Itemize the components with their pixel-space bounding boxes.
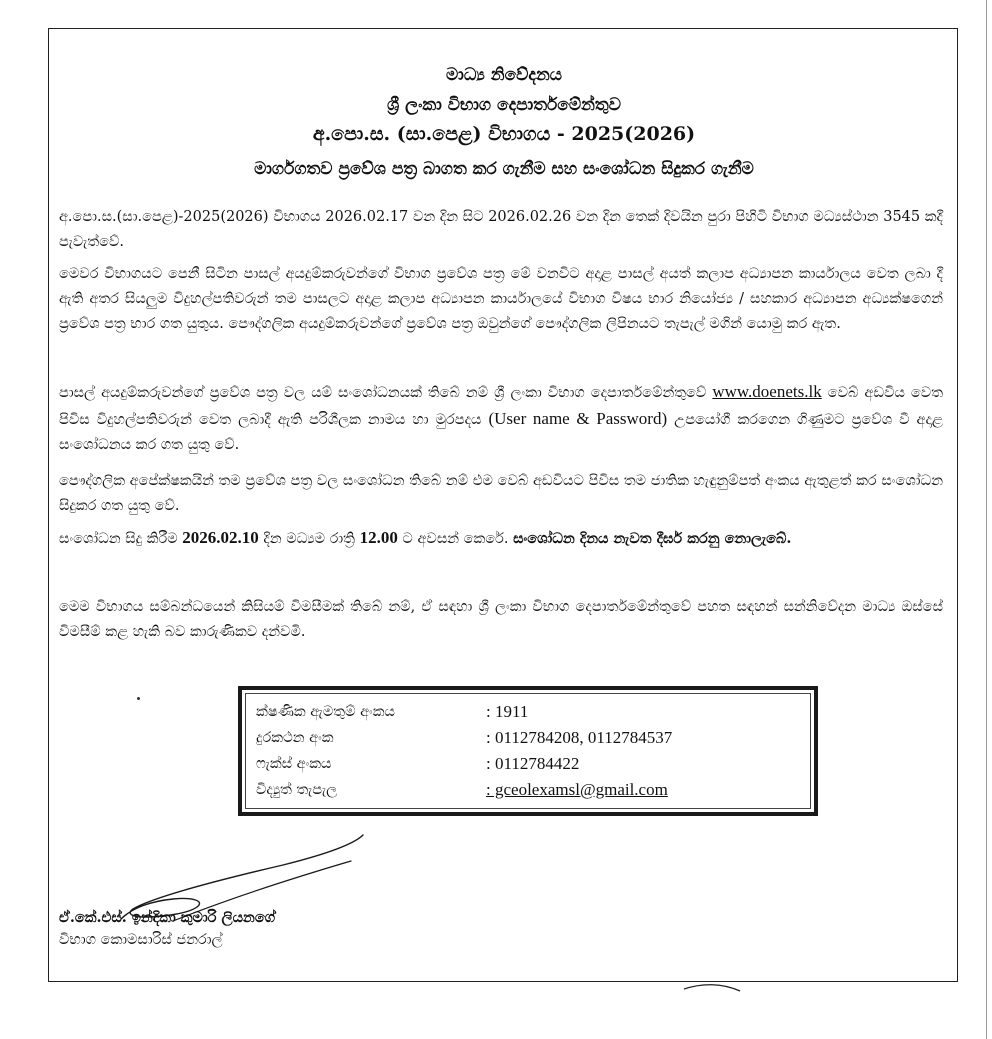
- contact-row-fax: [256, 754, 796, 776]
- paragraph-deadline: [59, 525, 943, 552]
- para3-text-end: උපයෝගී කරගෙන ගිණුමට ප්‍රවේශ වී අදාළ සංශෝධනය කර ගත යුතු වේ.: [59, 412, 943, 453]
- paragraph-inquiries: මෙම විභාගය සම්බන්ධයෙන් කිසියම් විමසීමක් තිබේ නම්, ඒ සඳහා ශ්‍රී ලංකා විභාග දෙපාර්තමේන්තුවේ පහත සඳහන් සන්නිවේදන මාධ්‍ය ඔස්සේ විමසීම් කළ හැකි බව කාරුණිකව දන්වමි.: [59, 599, 944, 640]
- heading-exam: අ.පො.ස. (සා.පෙළ) විභාගය - 2025(2026): [312, 123, 696, 145]
- para3-english-credentials: (User name & Password): [488, 409, 668, 428]
- para5-text-after: ට අවසන් කෙරේ.: [397, 531, 514, 547]
- paragraph-admission-distribution: මෙවර විභාගයට පෙනී සිටින පාසල් අයදුම්කරුවන්ගේ විභාග ප්‍රවේශ පත්‍ර මේ වනවිට අදාළ පාසල් අයත් කලාප අධ්‍යාපන කාර්යාලය වෙත ලබා දී ඇති අතර සියලුම විදුහල්පතිවරුන් තම පාසලට අදාළ කලාප අධ්‍යාපන කාර්යාලයේ විභාග විෂය භාර නියෝජ්‍ය / සහකාර අධ්‍යාපන අධ්‍යක්ෂගෙන් ප්‍රවේශ පත්‍ර භාර ගත යුතුය. පෞද්ගලික අයදුම්කරුවන්ගේ ප්‍රවේශ පත්‍ර ඔවුන්ගේ පෞද්ගලික ලිපිනයට තැපැල් මගින් යොමු කර ඇත.: [59, 266, 943, 332]
- heading-media-release: මාධ්‍ය නිවේදනය: [446, 65, 562, 85]
- contact-value: : 0112784422: [486, 754, 580, 773]
- contact-label: විද්‍යුත් තැපැල: [256, 782, 338, 798]
- no-extension-note: සංශෝධන දිනය නැවත දීර්ඝ කරනු නොලැබේ.: [513, 530, 792, 547]
- contact-box: [238, 686, 818, 816]
- deadline-date: 2026.02.10: [182, 528, 259, 547]
- para3-text-start: පාසල් අයදුම්කරුවන්ගේ ප්‍රවේශ පත්‍ර වල යම් සංශෝධනයක් තිබේ නම් ශ්‍රී ලංකා විභාග දෙපාර්තමේන්තුවේ: [59, 385, 713, 401]
- para5-text-start: සංශෝධන සිදු කිරීම: [59, 531, 183, 547]
- contact-label: ක්ෂණික ඇමතුම් අංකය: [256, 704, 395, 720]
- contact-value: : 1911: [486, 702, 529, 721]
- contact-label: ෆැක්ස් අංකය: [256, 756, 332, 772]
- notice-frame: [48, 28, 958, 982]
- heading-subject: මාර්ගගතව ප්‍රවේශ පත්‍ර බාගත කර ගැනීම සහ සංශෝධන සිදුකර ගැනීම: [254, 159, 754, 179]
- signatory-name: ඒ.කේ.එස්. ඉන්දිකා කුමාරි ලියනගේ: [59, 909, 276, 926]
- contact-row-hotline: [256, 702, 796, 724]
- signatory-title: විභාග කොමසාරිස් ජනරාල්: [59, 932, 223, 948]
- doenets-link[interactable]: www.doenets.lk: [712, 382, 822, 401]
- paragraph-private-corrections: පෞද්ගලික අපේක්ෂකයින් තම ප්‍රවේශ පත්‍ර වල සංශෝධන තිබේ නම් එම වෙබ් අඩවියට පිවිස තම ජාතික හැඳුනුම්පත් අංකය ඇතුළත් කර සංශෝධන සිදුකර ගත යුතු වේ.: [59, 473, 943, 514]
- contact-row-phone: [256, 728, 796, 750]
- email-link[interactable]: : gceolexamsl@gmail.com: [486, 780, 668, 799]
- scan-artifact-mark: [682, 983, 742, 997]
- contact-value: : 0112784208, 0112784537: [486, 728, 673, 747]
- contact-row-email: [256, 780, 796, 802]
- para5-text-middle: දින මධ්‍යම රාත්‍රි: [258, 531, 360, 547]
- scan-speck: [137, 697, 140, 700]
- heading-department: ශ්‍රී ලංකා විභාග දෙපාර්තමේන්තුව: [387, 95, 621, 115]
- page-edge-rule: [986, 0, 987, 1039]
- paragraph-school-corrections: [59, 379, 943, 458]
- paragraph-exam-dates: අ.පො.ස.(සා.පෙළ)-2025(2026) විභාගය 2026.02.17 වන දින සිට 2026.02.26 වන දින තෙක් දිවයින පුරා පිහිටි විභාග මධ්‍යස්ථාන 3545 කදී පැවැත්වේ.: [59, 209, 943, 250]
- contact-label: දුරකථන අංක: [256, 730, 334, 746]
- deadline-time: 12.00: [359, 528, 398, 547]
- para3-text-middle: වෙබ් අඩවිය වෙත පිවිස විදුහල්පතිවරුන් වෙත ලබාදී ඇති පරිශීලක නාමය හා මුරපදය: [59, 385, 943, 428]
